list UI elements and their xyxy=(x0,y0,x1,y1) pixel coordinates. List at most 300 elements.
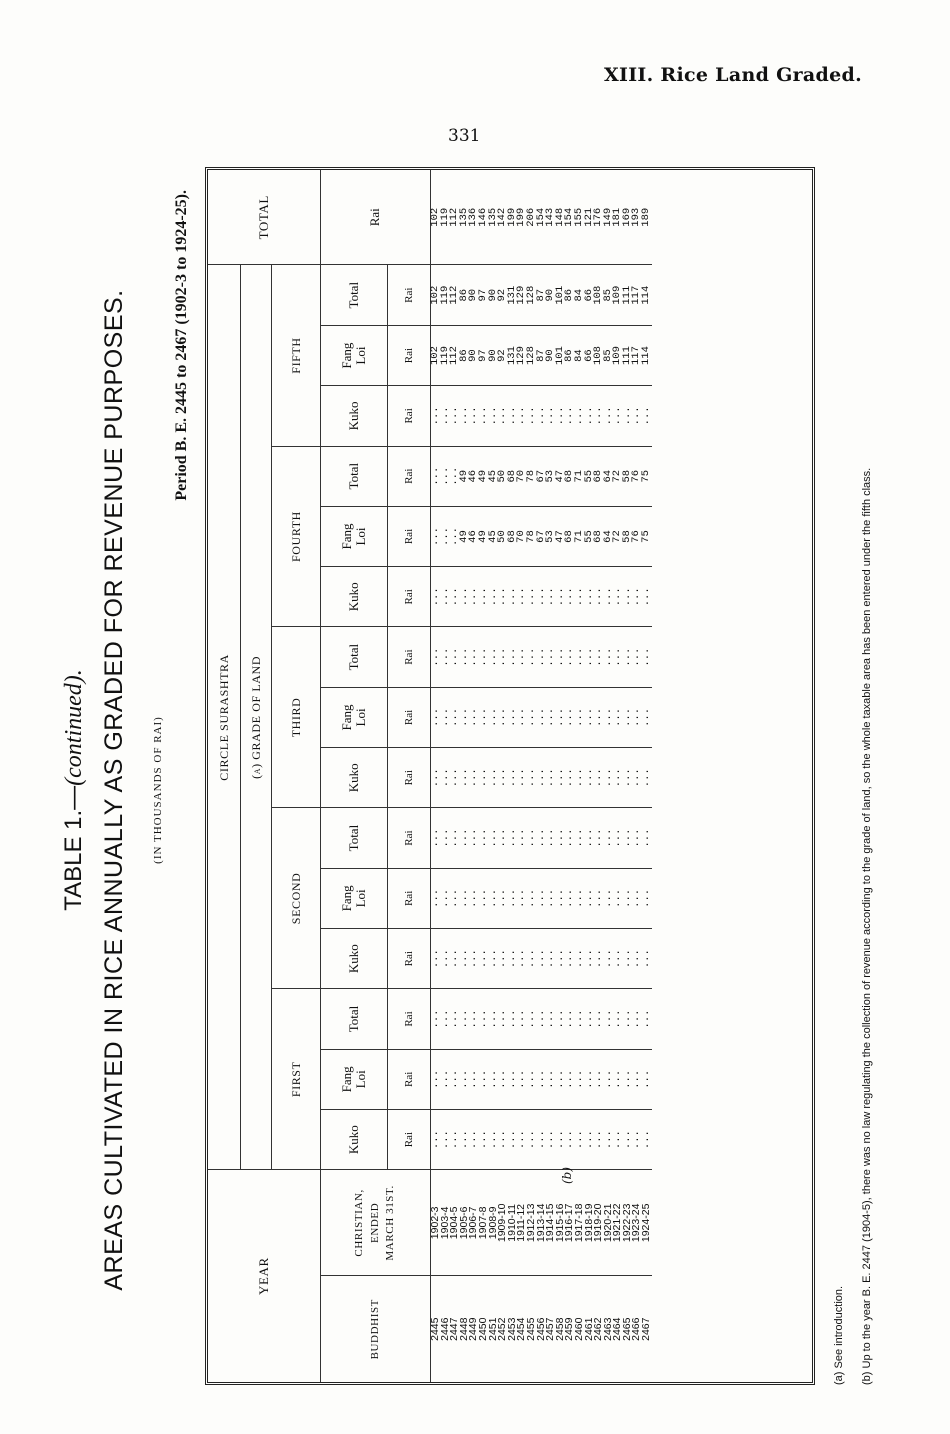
table-title-continued: (continued). xyxy=(61,669,87,786)
empty-cell: ... xyxy=(640,647,653,667)
christian-year: 1910-11 xyxy=(505,1203,518,1242)
fourth-kuko-value: ... xyxy=(563,587,576,607)
col-second-total xyxy=(431,808,652,868)
footnote-b: (b) Up to the year B. E. 2447 (1904-5), there was no law regulating the collection of revenue according to the grade of land, so the whole taxable area has been entered under the fifth class. xyxy=(861,467,873,1385)
empty-cell: ... xyxy=(515,949,528,969)
empty-cell: ... xyxy=(505,1069,518,1089)
buddhist-year: 2465 xyxy=(620,1317,633,1341)
table-title-prefix: TABLE 1.— xyxy=(60,785,87,911)
grade-first-header: FIRST xyxy=(272,989,321,1170)
fifth-total-value: 129 xyxy=(515,285,528,305)
fifth-fangloi-value: 90 xyxy=(467,349,480,362)
empty-cell: ... xyxy=(429,708,441,727)
empty-cell: ... xyxy=(563,1009,576,1029)
row-total-value: 199 xyxy=(515,207,528,227)
empty-cell: ... xyxy=(505,768,518,788)
empty-cell: ... xyxy=(620,949,633,969)
fourth-kuko-value: ... xyxy=(553,587,566,607)
fifth-kuko-value: ... xyxy=(524,406,537,426)
empty-cell: ... xyxy=(476,1130,489,1150)
fourth-fangloi-value: 53 xyxy=(544,530,557,543)
empty-cell: ... xyxy=(601,1069,614,1089)
row-total-value: 169 xyxy=(620,207,633,227)
fifth-fangloi-value: 86 xyxy=(457,349,470,362)
christian-year: 1917-18 xyxy=(572,1203,585,1243)
empty-cell: ... xyxy=(524,949,537,969)
empty-cell: ... xyxy=(486,1130,499,1150)
empty-cell: ... xyxy=(592,768,605,788)
empty-cell: ... xyxy=(486,647,499,667)
fifth-fangloi-value: 87 xyxy=(534,349,547,362)
empty-cell: ... xyxy=(534,647,547,667)
fifth-kuko-value: ... xyxy=(592,406,605,426)
empty-cell: ... xyxy=(620,1130,633,1150)
empty-cell: ... xyxy=(429,949,441,969)
fourth-kuko-value: ... xyxy=(630,587,643,607)
fourth-kuko-value: ... xyxy=(524,587,537,607)
footnotes xyxy=(825,195,881,1385)
fourth-kuko-value: ... xyxy=(486,587,499,607)
fourth-fangloi-value: ... xyxy=(429,527,441,546)
fifth-kuko-value: ... xyxy=(429,406,441,426)
fifth-fangloi-value: 129 xyxy=(515,346,528,366)
empty-cell: ... xyxy=(438,828,451,848)
row-total-value: 181 xyxy=(611,207,624,227)
data-table-frame xyxy=(205,167,815,1385)
fourth-total-value: 53 xyxy=(544,469,557,483)
empty-cell: ... xyxy=(438,708,451,727)
empty-cell: ... xyxy=(486,828,499,848)
empty-cell: ... xyxy=(438,1130,451,1150)
empty-cell: ... xyxy=(620,1009,633,1029)
row-total-value: 142 xyxy=(496,207,509,227)
empty-cell: ... xyxy=(515,647,528,667)
empty-cell: ... xyxy=(496,708,509,727)
buddhist-year: 2449 xyxy=(467,1317,480,1341)
sub-fangloi-header: Fang Loi xyxy=(321,325,388,385)
empty-cell: ... xyxy=(457,1069,470,1089)
fourth-fangloi-value: 49 xyxy=(457,530,470,543)
empty-cell: ... xyxy=(448,949,461,969)
empty-cell: ... xyxy=(524,647,537,667)
col-third-total xyxy=(431,627,652,687)
empty-cell: ... xyxy=(467,1069,480,1089)
empty-cell: ... xyxy=(611,1069,624,1089)
empty-cell: ... xyxy=(601,949,614,969)
fourth-fangloi-value: 58 xyxy=(620,530,633,543)
empty-cell: ... xyxy=(429,1009,441,1029)
sub-fangloi-header: Fang Loi xyxy=(321,1049,388,1109)
empty-cell: ... xyxy=(505,888,518,908)
fifth-total-value: 87 xyxy=(534,288,547,302)
empty-cell: ... xyxy=(572,828,585,848)
empty-cell: ... xyxy=(553,768,566,788)
christian-year: 1912-13 xyxy=(524,1203,537,1243)
empty-cell: ... xyxy=(582,888,595,908)
buddhist-year: 2453 xyxy=(505,1317,518,1341)
empty-cell: ... xyxy=(572,1069,585,1089)
fifth-kuko-value: ... xyxy=(438,406,451,426)
fourth-fangloi-value: 46 xyxy=(467,530,480,543)
fifth-kuko-value: ... xyxy=(476,406,489,426)
fourth-kuko-value: ... xyxy=(505,587,518,607)
fourth-total-value: 75 xyxy=(640,469,653,483)
empty-cell: ... xyxy=(630,1069,643,1089)
fifth-kuko-value: ... xyxy=(467,406,480,426)
fifth-fangloi-value: 92 xyxy=(496,349,509,362)
fourth-fangloi-value: 70 xyxy=(515,530,528,543)
empty-cell: ... xyxy=(592,1130,605,1150)
unit-label: Rai xyxy=(388,446,431,506)
row-total-value: 102 xyxy=(429,207,441,227)
christian-year: 1920-21 xyxy=(601,1203,614,1243)
empty-cell: ... xyxy=(563,647,576,667)
empty-cell: ... xyxy=(496,828,509,848)
grade-header: (a) GRADE OF LAND xyxy=(241,265,272,1170)
fifth-kuko-value: ... xyxy=(563,406,576,426)
fifth-total-value: 114 xyxy=(640,285,653,305)
col-fifth-kuko xyxy=(431,386,652,446)
christian-header: CHRISTIAN, ENDED MARCH 31ST. xyxy=(321,1170,431,1276)
empty-cell: ... xyxy=(496,768,509,788)
col-second-kuko xyxy=(431,929,652,989)
fifth-kuko-value: ... xyxy=(620,406,633,426)
empty-cell: ... xyxy=(457,768,470,788)
empty-cell: ... xyxy=(524,768,537,788)
fifth-fangloi-value: 101 xyxy=(553,346,566,366)
row-total-value: 112 xyxy=(448,207,461,227)
empty-cell: ... xyxy=(534,949,547,969)
empty-cell: ... xyxy=(582,768,595,788)
empty-cell: ... xyxy=(505,1130,518,1150)
empty-cell: ... xyxy=(592,1069,605,1089)
christian-year: 1904-5 xyxy=(448,1206,461,1240)
fifth-kuko-value: ... xyxy=(630,406,643,426)
sub-fangloi-header: Fang Loi xyxy=(321,687,388,747)
empty-cell: ... xyxy=(448,888,461,908)
fifth-total-value: 128 xyxy=(524,285,537,305)
empty-cell: ... xyxy=(611,828,624,848)
fourth-fangloi-value: 71 xyxy=(572,530,585,543)
empty-cell: ... xyxy=(496,1130,509,1150)
fourth-total-value: 68 xyxy=(563,469,576,483)
empty-cell: ... xyxy=(429,768,441,788)
unit-label: Rai xyxy=(388,506,431,566)
christian-year: 1908-9 xyxy=(486,1206,499,1240)
table-title xyxy=(60,195,88,1385)
empty-cell: ... xyxy=(620,708,633,727)
empty-cell: ... xyxy=(582,1009,595,1029)
unit-label: Rai xyxy=(388,687,431,747)
fourth-fangloi-value: 45 xyxy=(486,530,499,543)
fourth-total-value: ... xyxy=(448,466,461,486)
empty-cell: ... xyxy=(544,949,557,969)
fifth-fangloi-value: 97 xyxy=(476,349,489,362)
sub-fangloi-header: Fang Loi xyxy=(321,868,388,928)
empty-cell: ... xyxy=(563,1130,576,1150)
unit-label: Rai xyxy=(388,868,431,928)
empty-cell: ... xyxy=(515,1069,528,1089)
col-first-fangloi xyxy=(431,1049,652,1109)
empty-cell: ... xyxy=(630,1009,643,1029)
empty-cell: ... xyxy=(524,888,537,908)
empty-cell: ... xyxy=(572,1130,585,1150)
row-total-value: 148 xyxy=(553,207,566,227)
buddhist-year: 2461 xyxy=(582,1317,595,1341)
fourth-total-value: 49 xyxy=(457,469,470,483)
empty-cell: ... xyxy=(630,647,643,667)
empty-cell: ... xyxy=(496,949,509,969)
sub-kuko-header: Kuko xyxy=(321,748,388,808)
fifth-kuko-value: ... xyxy=(486,406,499,426)
empty-cell: ... xyxy=(476,647,489,667)
empty-cell: ... xyxy=(534,888,547,908)
fourth-fangloi-value: 68 xyxy=(505,530,518,543)
empty-cell: ... xyxy=(544,1069,557,1089)
empty-cell: ... xyxy=(429,888,441,908)
empty-cell: ... xyxy=(553,1130,566,1150)
empty-cell: ... xyxy=(524,1130,537,1150)
fourth-kuko-value: ... xyxy=(476,587,489,607)
row-total-value: 119 xyxy=(438,207,451,227)
fourth-total-value: ... xyxy=(429,466,441,486)
empty-cell: ... xyxy=(563,708,576,727)
empty-cell: ... xyxy=(457,1009,470,1029)
sub-total-header: Total xyxy=(321,627,388,687)
empty-cell: ... xyxy=(601,647,614,667)
empty-cell: ... xyxy=(544,647,557,667)
buddhist-year: 2460 xyxy=(572,1317,585,1341)
fourth-total-value: 58 xyxy=(620,469,633,483)
grade-second-header: SECOND xyxy=(272,808,321,989)
fifth-fangloi-value: 90 xyxy=(486,349,499,362)
fourth-total-value: 76 xyxy=(630,469,643,483)
empty-cell: ... xyxy=(429,828,441,848)
row-total-value: 136 xyxy=(467,207,480,227)
fourth-total-value: 46 xyxy=(467,469,480,483)
period-label: Period B. E. 2445 to 2467 (1902-3 to 1924-25). xyxy=(173,190,190,501)
christian-year: 1907-8 xyxy=(476,1206,489,1240)
empty-cell: ... xyxy=(438,949,451,969)
empty-cell: ... xyxy=(544,1130,557,1150)
fifth-fangloi-value: 128 xyxy=(524,346,537,366)
fourth-total-value: 72 xyxy=(611,469,624,483)
fourth-fangloi-value: 55 xyxy=(582,530,595,543)
fifth-kuko-value: ... xyxy=(553,406,566,426)
empty-cell: ... xyxy=(553,1069,566,1089)
empty-cell: ... xyxy=(592,828,605,848)
empty-cell: ... xyxy=(563,768,576,788)
empty-cell: ... xyxy=(601,1009,614,1029)
fifth-kuko-value: ... xyxy=(496,406,509,426)
empty-cell: ... xyxy=(611,949,624,969)
empty-cell: ... xyxy=(582,1130,595,1150)
empty-cell: ... xyxy=(611,1130,624,1150)
fourth-kuko-value: ... xyxy=(544,587,557,607)
empty-cell: ... xyxy=(640,1069,653,1089)
buddhist-year: 2462 xyxy=(592,1317,605,1341)
row-total-value: 143 xyxy=(544,207,557,227)
buddhist-year: 2464 xyxy=(611,1317,624,1341)
empty-cell: ... xyxy=(592,647,605,667)
empty-cell: ... xyxy=(467,1130,480,1150)
row-total-value: 149 xyxy=(601,207,614,227)
buddhist-year: 2454 xyxy=(515,1317,528,1341)
col-third-fangloi xyxy=(431,687,652,747)
fifth-total-value: 90 xyxy=(467,288,480,302)
unit-label: Rai xyxy=(388,989,431,1049)
empty-cell: ... xyxy=(553,708,566,727)
fifth-fangloi-value: 117 xyxy=(630,346,643,366)
christian-year: 1924-25 xyxy=(640,1203,653,1243)
empty-cell: ... xyxy=(592,949,605,969)
fifth-total-value: 92 xyxy=(496,288,509,302)
rotated-table-page xyxy=(30,190,930,1385)
empty-cell: ... xyxy=(582,647,595,667)
christian-year: 1903-4 xyxy=(438,1206,451,1240)
empty-cell: ... xyxy=(457,949,470,969)
unit-label: Rai xyxy=(388,808,431,868)
empty-cell: ... xyxy=(524,1009,537,1029)
empty-cell: ... xyxy=(534,828,547,848)
sub-total-header: Total xyxy=(321,989,388,1049)
buddhist-year: 2467 xyxy=(640,1317,653,1341)
fourth-kuko-value: ... xyxy=(534,587,547,607)
empty-cell: ... xyxy=(505,1009,518,1029)
footnote-b-marker: (b) xyxy=(560,1166,574,1184)
buddhist-header: BUDDHIST xyxy=(321,1276,431,1382)
empty-cell: ... xyxy=(457,1130,470,1150)
buddhist-year: 2458 xyxy=(553,1317,566,1341)
empty-cell: ... xyxy=(429,647,441,667)
empty-cell: ... xyxy=(592,888,605,908)
fifth-total-value: 108 xyxy=(592,285,605,305)
empty-cell: ... xyxy=(534,1069,547,1089)
christian-year: 1906-7 xyxy=(467,1206,480,1240)
fourth-total-value: 71 xyxy=(572,469,585,483)
empty-cell: ... xyxy=(544,888,557,908)
buddhist-year: 2448 xyxy=(457,1317,470,1341)
empty-cell: ... xyxy=(438,888,451,908)
row-total-value: 176 xyxy=(592,207,605,227)
fourth-fangloi-value: ... xyxy=(448,527,461,546)
empty-cell: ... xyxy=(640,1009,653,1029)
fifth-total-value: 109 xyxy=(611,285,624,305)
christian-year: 1911-12 xyxy=(515,1203,528,1242)
fourth-kuko-value: ... xyxy=(515,587,528,607)
fourth-kuko-value: ... xyxy=(572,587,585,607)
col-buddhist xyxy=(431,1276,652,1382)
row-total-value: 155 xyxy=(572,207,585,227)
empty-cell: ... xyxy=(476,768,489,788)
empty-cell: ... xyxy=(582,1069,595,1089)
fourth-fangloi-value: 75 xyxy=(640,530,653,543)
fifth-kuko-value: ... xyxy=(572,406,585,426)
empty-cell: ... xyxy=(640,949,653,969)
empty-cell: ... xyxy=(630,888,643,908)
empty-cell: ... xyxy=(467,768,480,788)
empty-cell: ... xyxy=(601,708,614,727)
fifth-fangloi-value: 112 xyxy=(448,346,461,366)
empty-cell: ... xyxy=(572,949,585,969)
fifth-fangloi-value: 102 xyxy=(429,346,441,366)
fifth-total-value: 86 xyxy=(563,288,576,302)
empty-cell: ... xyxy=(572,647,585,667)
empty-cell: ... xyxy=(476,949,489,969)
christian-year: 1921-22 xyxy=(611,1203,624,1243)
fifth-total-value: 90 xyxy=(486,288,499,302)
empty-cell: ... xyxy=(620,1069,633,1089)
col-third-kuko xyxy=(431,748,652,808)
christian-year: 1922-23 xyxy=(620,1203,633,1243)
fifth-kuko-value: ... xyxy=(534,406,547,426)
fifth-total-value: 112 xyxy=(448,285,461,305)
christian-year: 1902-3 xyxy=(429,1206,441,1240)
empty-cell: ... xyxy=(467,708,480,727)
buddhist-year: 2445 xyxy=(429,1317,441,1341)
sub-total-header: Total xyxy=(321,446,388,506)
empty-cell: ... xyxy=(515,888,528,908)
empty-cell: ... xyxy=(486,768,499,788)
empty-cell: ... xyxy=(448,828,461,848)
total-header: TOTAL xyxy=(208,170,321,265)
unit-label: Rai xyxy=(388,748,431,808)
fifth-total-value: 66 xyxy=(582,288,595,302)
empty-cell: ... xyxy=(592,1009,605,1029)
empty-cell: ... xyxy=(563,828,576,848)
empty-cell: ... xyxy=(563,949,576,969)
fourth-total-value: 70 xyxy=(515,469,528,483)
christian-year: 1913-14 xyxy=(534,1203,547,1243)
empty-cell: ... xyxy=(457,828,470,848)
fourth-total-value: 67 xyxy=(534,469,547,483)
empty-cell: ... xyxy=(592,708,605,727)
fifth-kuko-value: ... xyxy=(601,406,614,426)
fourth-kuko-value: ... xyxy=(496,587,509,607)
fifth-total-value: 85 xyxy=(601,288,614,302)
col-fifth-fangloi xyxy=(431,325,652,385)
empty-cell: ... xyxy=(448,1009,461,1029)
empty-cell: ... xyxy=(630,949,643,969)
empty-cell: ... xyxy=(467,1009,480,1029)
row-total-value: 154 xyxy=(563,207,576,227)
empty-cell: ... xyxy=(544,768,557,788)
empty-cell: ... xyxy=(467,647,480,667)
unit-label: Rai xyxy=(388,567,431,627)
buddhist-year: 2456 xyxy=(534,1317,547,1341)
empty-cell: ... xyxy=(505,708,518,727)
christian-year: 1905-6 xyxy=(457,1206,470,1240)
unit-label: Rai xyxy=(388,325,431,385)
row-total-value: 206 xyxy=(524,207,537,227)
table-subtitle: AREAS CULTIVATED IN RICE ANNUALLY AS GRADED FOR REVENUE PURPOSES. xyxy=(100,289,128,1291)
empty-cell: ... xyxy=(601,888,614,908)
fifth-kuko-value: ... xyxy=(640,406,653,426)
unit-note: (IN THOUSANDS OF RAI) xyxy=(152,716,164,864)
empty-cell: ... xyxy=(640,828,653,848)
empty-cell: ... xyxy=(640,768,653,788)
empty-cell: ... xyxy=(611,708,624,727)
fourth-kuko-value: ... xyxy=(620,587,633,607)
grade-third-header: THIRD xyxy=(272,627,321,808)
empty-cell: ... xyxy=(476,1069,489,1089)
empty-cell: ... xyxy=(505,828,518,848)
empty-cell: ... xyxy=(486,708,499,727)
empty-cell: ... xyxy=(572,1009,585,1029)
empty-cell: ... xyxy=(448,1069,461,1089)
fifth-fangloi-value: 84 xyxy=(572,349,585,362)
fourth-total-value: 45 xyxy=(486,469,499,483)
